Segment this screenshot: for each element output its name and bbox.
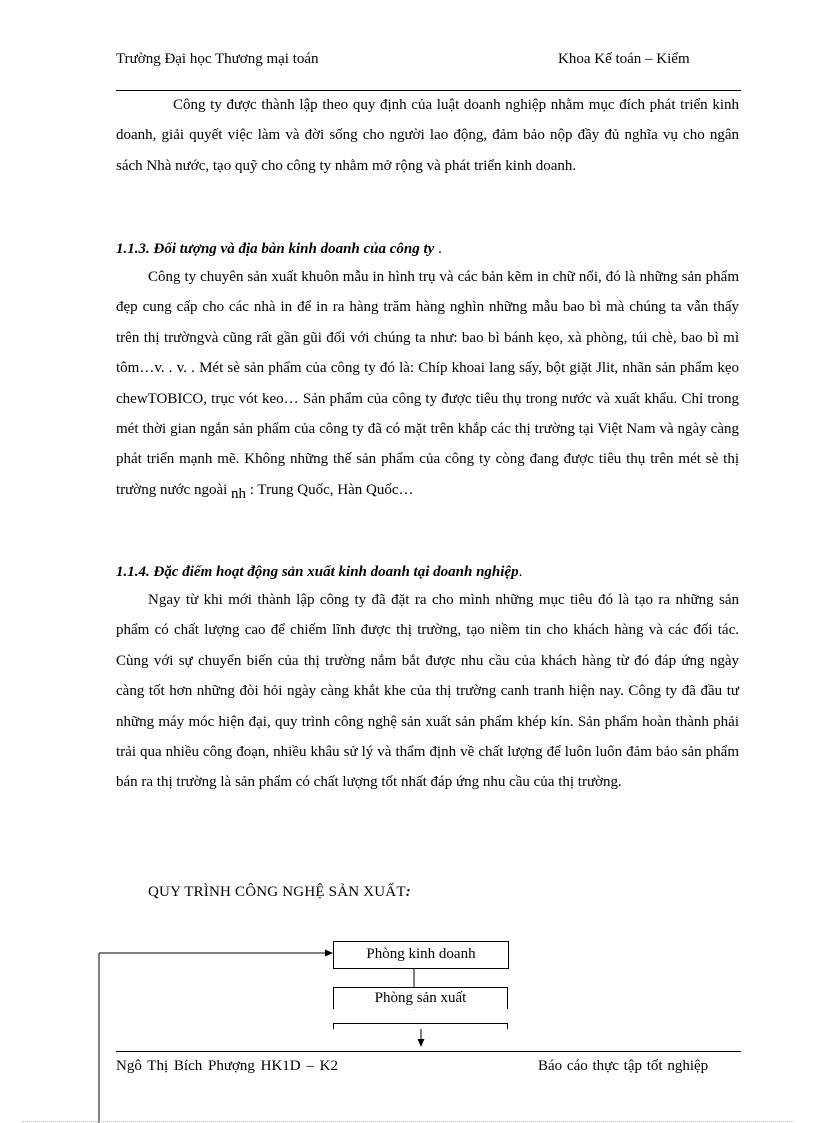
section-heading-1-1-3-text: 1.1.3. Đối tượng và địa bàn kinh doanh của công ty (116, 241, 435, 257)
header-school-name: Trường Đại học Thương mại toán (116, 51, 319, 67)
section-heading-1-1-4-tail: . (518, 564, 523, 580)
footer-divider (116, 1051, 741, 1052)
intro-paragraph: Công ty được thành lập theo quy định của luật doanh nghiệp nhằm mục đích phát triển kinh doanh, giải quyết việc làm và đời sống cho người lao động, đảm bảo nộp đầy đủ nghĩa vụ cho ngân sách Nhà nước, tạo quỹ cho công ty nhằm mở rộng và phát triển kinh doanh. (116, 97, 739, 174)
step-box-sales: Phòng kinh doanh (333, 941, 509, 969)
header-faculty-name: Khoa Kế toán – Kiểm (558, 51, 690, 67)
step-box-cut-off (333, 1023, 508, 1029)
section-1-1-3-subscript: nh (231, 485, 247, 502)
section-heading-1-1-4-text: 1.1.4. Đặc điểm hoạt động sản xuất kinh doanh tại doanh nghiệp (116, 564, 519, 580)
process-title-colon: : (405, 884, 411, 900)
footer-author: Ngô Thị Bích Phượng HK1D – K2 (116, 1058, 338, 1074)
section-1-1-3-body: Công ty chuyên sản xuất khuôn mẫu in hình trụ và các bản kẽm in chữ nổi, đó là những sản phẩm đẹp cung cấp cho các nhà in để in ra hàng trăm hàng nghìn những mẫu bao bì mà chúng ta vẫn thấy trên thị trườngvà cũng rất gần gũi đối với chúng ta như: bao bì bánh kẹo, xà phòng, túi chè, bao bì mì tôm…v. . v. . Mét sè sản phẩm của công ty đó là: Chíp khoai lang sấy, bột giặt Jlit, nhãn sản phẩm kẹo chewTOBICO, trục vót keo… Sản phẩm của công ty được tiêu thụ trong nước và xuất khẩu. Chỉ trong mét thời gian ngắn sản phẩm của công ty đã có mặt trên khắp các thị trường tại Việt Nam và ngày càng phát triển mạnh mẽ. Không những thế sản phẩm của công ty còng đang được tiêu thụ trên mét sè thị trường nước ngoài (116, 269, 739, 498)
feedback-arrowhead (325, 950, 333, 957)
section-1-1-4-paragraph: Ngay từ khi mới thành lập công ty đã đặt ra cho mình những mục tiêu đó là tạo ra những sản phẩm có chất lượng cao để chiếm lĩnh được thị trường, tạo niềm tin cho khách hàng và các đối tác. Cùng với sự chuyển biến của thị trường nắm bắt được nhu cầu của khách hàng từ đó đáp ứng ngày càng tốt hơn những đòi hỏi ngày càng khắt khe của thị trường canh tranh hiện nay. Công ty đã đầu tư những máy móc hiện đại, quy trình công nghệ sản xuất sản phẩm khép kín. Sản phẩm hoàn thành phải trải qua nhiều công đoạn, nhiều khâu sử lý và thẩm định về chất lượng để luôn luôn đảm bảo sản phẩm bán ra thị trường là sản phẩm có chất lượng tốt nhất đáp ứng nhu cầu của thị trường. (116, 592, 739, 791)
footer-report-title: Báo cáo thực tập tốt nghiệp (538, 1058, 709, 1074)
step-box-production: Phòng sản xuất (333, 987, 508, 1009)
page-bottom-dotted-edge (22, 1121, 794, 1122)
process-title-text: QUY TRÌNH CÔNG NGHỆ SẢN XUẤT (148, 884, 406, 900)
section-1-1-3-body-end: : Trung Quốc, Hàn Quốc… (246, 481, 414, 498)
section-heading-1-1-3-tail: . (434, 241, 442, 257)
connector-2-3-arrowhead (418, 1039, 425, 1047)
